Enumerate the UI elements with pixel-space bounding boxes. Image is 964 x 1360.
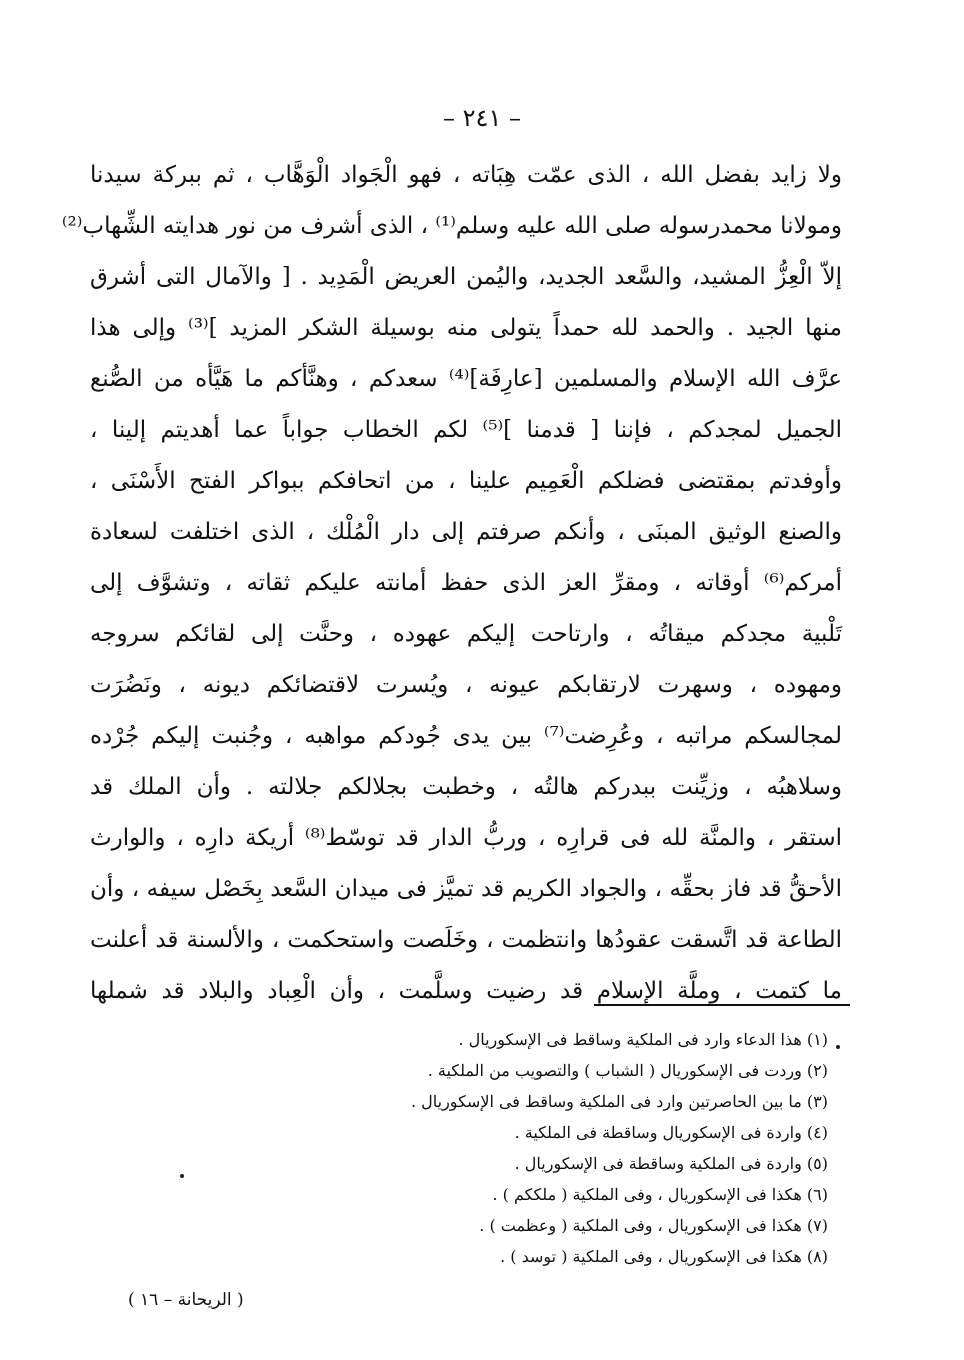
footnote: (١) هذا الدعاء وارد فى الملكية وساقط فى الإسكوريال . <box>458 1030 828 1049</box>
text-line: ومولانا محمدرسوله صلى الله عليه وسلم⁽¹⁾ ، الذى أشرف من نور هدايته الشِّهاب⁽²⁾ <box>61 213 842 239</box>
text-line: منها الجيد . والحمد لله حمداً يتولى منه بوسيلة الشكر المزيد ]⁽³⁾ وإلى هذا <box>90 315 842 341</box>
text-line: الأحقُّ قد فاز بحقِّه ، والجواد الكريم قد تميَّز فى ميدان السَّعد بِخَصْل سيفه ، وأن <box>90 876 842 902</box>
page-number: – ٢٤١ – <box>443 104 521 132</box>
footnote: (٧) هكذا فى الإسكوريال ، وفى الملكية ( وعظمت ) . <box>479 1216 828 1235</box>
footnote: (٣) ما بين الحاصرتين وارد فى الملكية وساقط فى الإسكوريال . <box>410 1092 828 1111</box>
margin-dot <box>836 1045 840 1049</box>
text-line: استقر ، والمنَّة لله فى قرارِه ، وربُّ الدار قد توسّط⁽⁸⁾ أريكة دارِه ، والوارث <box>90 825 842 851</box>
main-text-block <box>61 150 842 1017</box>
footnote: (٨) هكذا فى الإسكوريال ، وفى الملكية ( توسد ) . <box>500 1247 828 1266</box>
text-line: الطاعة قد اتَّسقت عقودُها وانتظمت ، وخَلَصت واستحكمت ، والألسنة قد أعلنت <box>90 927 842 953</box>
text-line: ولا زايد بفضل الله ، الذى عمّت هِبَاته ، فهو الْجَواد الْوَهَّاب ، ثم ببركة سيدنا <box>90 162 842 188</box>
text-line: إلاّ الْعِزُّ المشيد، والسَّعد الجديد، واليُمن العريض الْمَدِيد . [ والآمال التى أشرق <box>90 264 842 290</box>
margin-dot <box>180 1174 184 1178</box>
text-line: ما كتمت ، وملَّة الإسلام قد رضيت وسلَّمت ، وأن الْعِباد والبلاد قد شملها <box>90 978 842 1004</box>
text-line: عرَّف الله الإسلام والمسلمين [عارِفَة]⁽⁴⁾ سعدكم ، وهنَّأكم ما هَيَّأه من الصُّنع <box>90 366 842 392</box>
signature-mark: ( الريحانة – ١٦ ) <box>128 1290 244 1310</box>
text-line: وسلاهبُه ، وزيِّنت ببدركم هالتُه ، وخطبت بجلالكم جلالته . وأن الملك قد <box>90 774 842 800</box>
text-line: لمجالسكم مراتبه ، وعُرِضت⁽⁷⁾ بين يدى جُودكم مواهبه ، وجُنبت إليكم جُرْده <box>90 723 842 749</box>
text-line: وأوفدتم بمقتضى فضلكم الْعَمِيم علينا ، من اتحافكم ببواكر الفتح الأَسْنَى ، <box>90 468 842 494</box>
text-line: تَلْبية مجدكم ميقاتُه ، وارتاحت إليكم عهوده ، وحنَّت إلى لقائكم سروجه <box>90 621 842 647</box>
footnote: (٢) وردت فى الإسكوريال ( الشباب ) والتصويب من الملكية . <box>427 1061 828 1080</box>
text-line: والصنع الوثيق المبنَى ، وأنكم صرفتم إلى دار الْمُلْك ، الذى اختلفت لسعادة <box>90 519 842 545</box>
footnotes-block <box>268 1024 828 1272</box>
text-line: الجميل لمجدكم ، فإننا [ قدمنا ]⁽⁵⁾ لكم الخطاب جواباً عما أهديتم إلينا ، <box>90 417 842 443</box>
footnote-separator <box>594 1004 850 1006</box>
footnote: (٤) واردة فى الإسكوريال وساقطة فى الملكية . <box>514 1123 828 1142</box>
footnote: (٥) واردة فى الملكية وساقطة فى الإسكوريال . <box>514 1154 828 1173</box>
text-line: أمركم⁽⁶⁾ أوقاته ، ومقرِّ العز الذى حفظ أمانته عليكم ثقاته ، وتشوَّف إلى <box>90 570 842 596</box>
footnote: (٦) هكذا فى الإسكوريال ، وفى الملكية ( ملككم ) . <box>492 1185 828 1204</box>
text-line: ومهوده ، وسهرت لارتقابكم عيونه ، ويُسرت لاقتضائكم ديونه ، ونَضُرَت <box>90 672 842 698</box>
